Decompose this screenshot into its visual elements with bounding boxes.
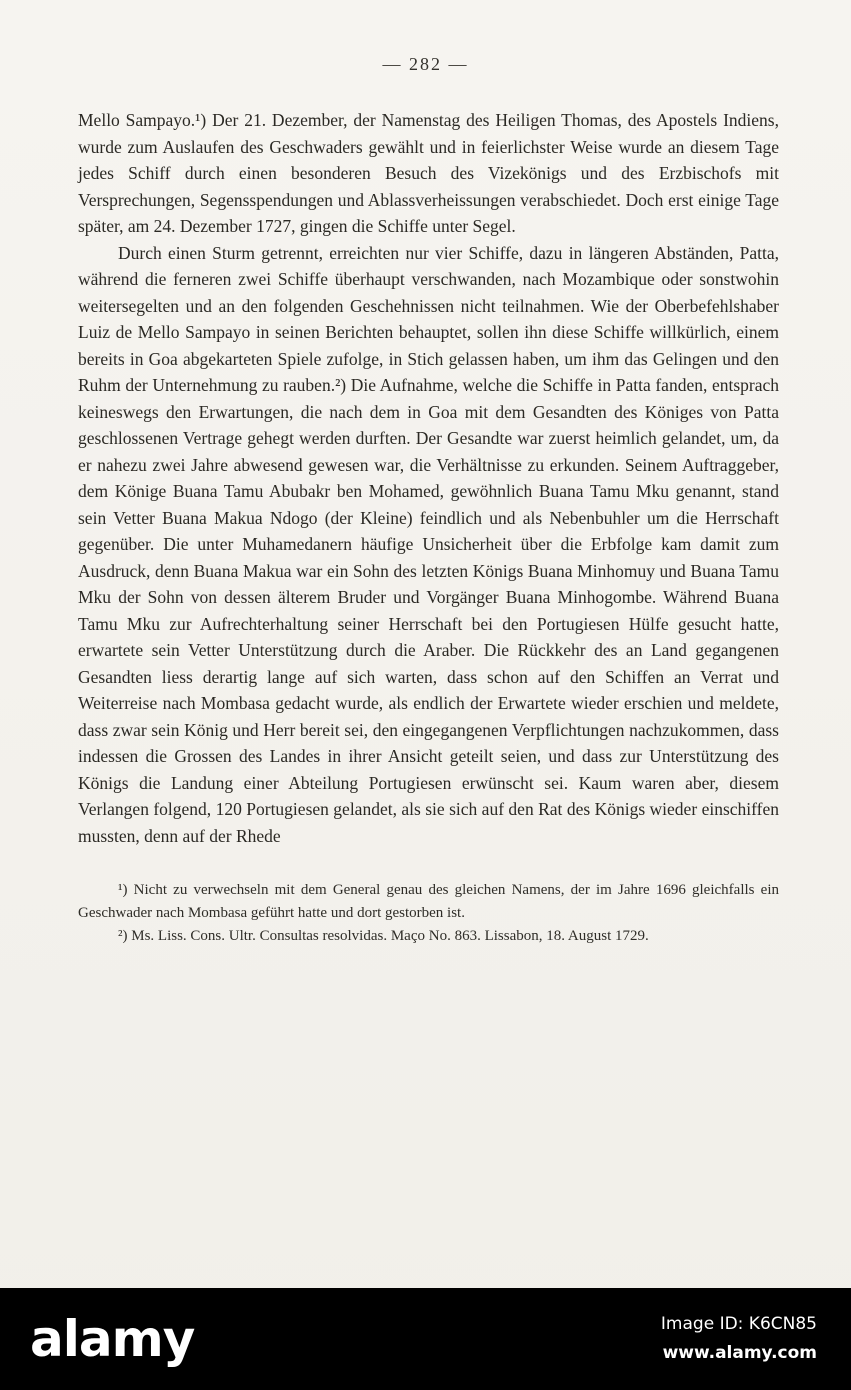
page-number: — 282 — bbox=[382, 54, 469, 74]
alamy-logo: alamy bbox=[30, 1310, 195, 1368]
body-paragraph-1: Mello Sampayo.¹) Der 21. Dezember, der Namenstag des Heiligen Thomas, des Apostels Indiens, wurde zum Auslaufen des Geschwaders gewählt und in feierlichster Weise wurde an diesem Tage jedes Schiff durch einen besonderen Besuch des Vizekönigs und des Erzbischofs mit Versprechungen, Segensspendungen und Ablassverheissungen verabschiedet. Doch erst einige Tage später, am 24. Dezember 1727, gingen die Schiffe unter Segel. bbox=[78, 110, 779, 236]
alamy-watermark-bar bbox=[0, 1288, 851, 1390]
alamy-url: www.alamy.com bbox=[662, 1343, 817, 1363]
footnote-1: ¹) Nicht zu verwechseln mit dem General genau des gleichen Namens, der im Jahre 1696 gleichfalls ein Geschwader nach Mombasa geführt hatte und dort gestorben ist. bbox=[78, 882, 779, 921]
body-text bbox=[78, 107, 779, 849]
watermark-info bbox=[661, 1310, 817, 1368]
body-paragraph-2: Durch einen Sturm getrennt, erreichten nur vier Schiffe, dazu in längeren Abständen, Patta, während die ferneren zwei Schiffe überhaupt verschwanden, nach Mozambique oder sonstwohin weitersegelten und an den folgenden Geschehnissen nicht teilnahmen. Wie der Oberbefehlshaber Luiz de Mello Sampayo in seinen Berichten behauptet, sollen ihn diese Schiffe willkürlich, einem bereits in Goa abgekarteten Spiele zufolge, in Stich gelassen haben, um ihm das Gelingen und den Ruhm der Unternehmung zu rauben.²) Die Aufnahme, welche die Schiffe in Patta fanden, entsprach keineswegs den Erwartungen, die nach dem in Goa mit dem Gesandten des Königes von Patta geschlossenen Vertrage gehegt werden durften. Der Gesandte war zuerst heimlich gelandet, um, da er nahezu zwei Jahre abwesend gewesen war, die Verhältnisse zu erkunden. Seinem Auftraggeber, dem Könige Buana Tamu Abubakr ben Mohamed, gewöhnlich Buana Tamu Mku genannt, stand sein Vetter Buana Makua Ndogo (der Kleine) feindlich und als Nebenbuhler um die Herrschaft gegenüber. Die unter Muhamedanern häufige Unsicherheit über die Erbfolge kam damit zum Ausdruck, denn Buana Makua war ein Sohn des letzten Königs Buana Minhomuy und Buana Tamu Mku der Sohn von dessen älterem Bruder und Vorgänger Buana Minhogombe. Während Buana Tamu Mku zur Aufrechterhaltung seiner Herrschaft bei den Portugiesen Hülfe gesucht hatte, erwartete sein Vetter Unterstützung durch die Araber. Die Rückkehr des an Land gegangenen Gesandten liess derartig lange auf sich warten, dass schon auf den Schiffen an Verrat und Weiterreise nach Mombasa gedacht wurde, als endlich der Erwartete wieder erschien und meldete, dass zwar sein König und Herr bereit sei, den eingegangenen Verpflichtungen nachzukommen, dass indessen die Grossen des Landes in ihrer Ansicht geteilt seien, und dass zur Unterstützung des Königs die Landung einer Abteilung Portugiesen erwünscht sei. Kaum waren aber, diesem Verlangen folgend, 120 Portugiesen gelandet, als sie sich auf den Rat des Königs wieder einschiffen mussten, denn auf der Rhede bbox=[78, 242, 779, 846]
image-id-label: Image ID: K6CN85 bbox=[660, 1314, 817, 1335]
footnotes-block bbox=[78, 879, 779, 948]
footnote-2: ²) Ms. Liss. Cons. Ultr. Consultas resolvidas. Maço No. 863. Lissabon, 18. August 1729. bbox=[118, 927, 649, 944]
